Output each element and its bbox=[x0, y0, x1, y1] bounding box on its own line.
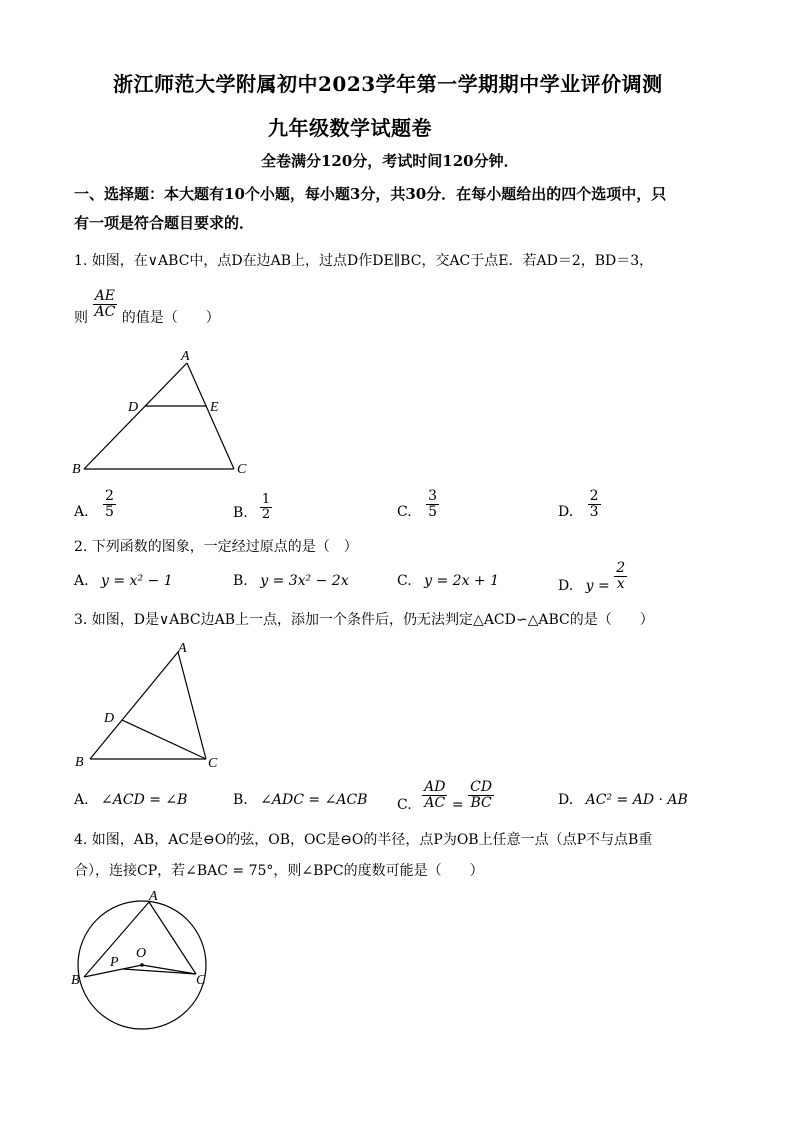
q4-figure bbox=[66, 884, 236, 1044]
q3-option-c-den2: BC bbox=[470, 794, 492, 811]
q1-fraction-numerator: AE bbox=[94, 288, 116, 304]
q1-label-e: E bbox=[210, 400, 219, 415]
q1-label-a: A bbox=[181, 349, 190, 364]
q3-option-d[interactable] bbox=[558, 792, 688, 808]
q1-fraction bbox=[92, 289, 117, 319]
q3-option-c[interactable] bbox=[397, 779, 494, 814]
q4-stem-line2: 合），连接CP，若∠BAC = 75°，则∠BPC的度数可能是（ ） bbox=[74, 863, 484, 879]
q1-option-d-fraction bbox=[588, 489, 601, 519]
q2-option-c-label: C. bbox=[397, 573, 412, 589]
q1-option-d-den: 3 bbox=[589, 503, 599, 520]
q2-option-d-label: D. bbox=[558, 578, 574, 595]
q4-label-b: B bbox=[71, 973, 80, 988]
q1-option-c-label: C. bbox=[397, 504, 412, 521]
q3-stem: 3. 如图，D是∨ABC边AB上一点，添加一个条件后，仍无法判定△ACD∽△ABC的是（ ） bbox=[74, 612, 654, 628]
q1-label-b: B bbox=[72, 462, 81, 475]
q3-option-c-den1: AC bbox=[424, 794, 446, 811]
q2-option-a-label: A. bbox=[74, 573, 89, 589]
q1-option-d-num: 2 bbox=[589, 488, 599, 504]
q2-option-d-den: x bbox=[616, 575, 625, 592]
q1-option-c-num: 3 bbox=[428, 488, 438, 504]
q4-label-o: O bbox=[136, 946, 147, 961]
q3-option-a-text: ∠ACD = ∠B bbox=[101, 792, 188, 808]
q2-option-d[interactable] bbox=[558, 560, 627, 595]
q1-fraction-denominator: AC bbox=[94, 303, 116, 320]
q4-stem-line1: 4. 如图，AB，AC是⊖O的弦，OB，OC是⊖O的半径，点P为OB上任意一点（点P不与点B重 bbox=[74, 832, 653, 848]
q1-figure bbox=[66, 345, 266, 475]
q2-option-d-fraction bbox=[614, 561, 627, 591]
q4-center-point bbox=[140, 963, 144, 967]
q3-option-c-fraction-2 bbox=[468, 780, 494, 810]
exam-title-line1: 浙江师范大学附属初中2023学年第一学期期中学业评价调测 bbox=[113, 72, 663, 96]
q2-option-a-text: y = x² − 1 bbox=[101, 573, 173, 589]
q3-option-b-label: B. bbox=[233, 792, 248, 808]
q4-label-c: C bbox=[196, 973, 206, 988]
exam-subtitle: 全卷满分120分，考试时间120分钟． bbox=[261, 152, 519, 170]
q4-segment-cp bbox=[123, 969, 196, 974]
q1-option-c-fraction bbox=[426, 489, 439, 519]
q1-option-b-den: 2 bbox=[261, 506, 271, 522]
q1-option-a[interactable] bbox=[74, 489, 116, 519]
q2-option-c-text: y = 2x + 1 bbox=[424, 573, 500, 589]
q3-option-c-fraction-1 bbox=[422, 780, 447, 810]
q3-option-c-num1: AD bbox=[424, 779, 446, 795]
q1-option-d-label: D. bbox=[558, 504, 574, 521]
exam-title-line2: 九年级数学试题卷 bbox=[268, 116, 432, 140]
q3-label-a: A bbox=[178, 641, 187, 656]
q3-option-a[interactable] bbox=[74, 792, 187, 808]
q1-label-d: D bbox=[128, 400, 139, 415]
q3-label-d: D bbox=[104, 711, 115, 726]
q4-label-a: A bbox=[149, 889, 158, 904]
q3-line-ab bbox=[90, 652, 178, 759]
q1-option-b-label: B. bbox=[233, 504, 248, 521]
q1-option-a-num: 2 bbox=[105, 488, 114, 504]
q1-option-b-num: 1 bbox=[261, 492, 271, 507]
q3-option-c-equals: = bbox=[451, 797, 464, 814]
q1-label-c: C bbox=[237, 462, 247, 475]
q2-option-b-label: B. bbox=[233, 573, 248, 589]
q1-option-a-label: A. bbox=[74, 504, 89, 521]
q3-option-d-text: AC² = AD · AB bbox=[585, 792, 688, 808]
q1-line-ac bbox=[187, 363, 234, 469]
q1-stem-line1: 1. 如图，在∨ABC中，点D在边AB上，过点D作DE∥BC，交AC于点E．若AD＝2，BD＝3， bbox=[74, 253, 654, 269]
section-heading-line1: 一、选择题：本大题有10个小题，每小题3分，共30分．在每小题给出的四个选项中，只 bbox=[74, 185, 667, 203]
q3-option-d-label: D. bbox=[558, 792, 574, 808]
q1-option-c-den: 5 bbox=[428, 503, 438, 520]
q2-option-d-prefix: y = bbox=[585, 578, 610, 595]
q3-option-c-label: C. bbox=[397, 797, 412, 814]
q1-option-d[interactable] bbox=[558, 489, 601, 519]
q3-label-c: C bbox=[208, 756, 218, 771]
q1-option-b[interactable] bbox=[233, 493, 272, 521]
q2-option-b-text: y = 3x² − 2x bbox=[260, 573, 349, 589]
q4-label-p: P bbox=[110, 955, 119, 970]
q3-line-dc bbox=[122, 720, 206, 759]
q3-option-c-num2: CD bbox=[470, 779, 493, 795]
q3-option-b-text: ∠ADC = ∠ACB bbox=[260, 792, 368, 808]
q1-option-b-fraction bbox=[260, 493, 272, 521]
q1-stem-line2 bbox=[74, 288, 220, 327]
q4-chord-ac bbox=[149, 902, 196, 974]
q1-stem-suffix: 的值是（ ） bbox=[121, 310, 220, 327]
q1-option-c[interactable] bbox=[397, 489, 439, 519]
q2-option-b[interactable] bbox=[233, 573, 349, 589]
section-heading-line2: 有一项是符合题目要求的． bbox=[74, 214, 255, 232]
q3-figure bbox=[66, 640, 246, 775]
q1-stem-prefix: 则 bbox=[74, 310, 88, 327]
q2-stem: 2. 下列函数的图象，一定经过原点的是（ ） bbox=[74, 539, 358, 555]
q2-option-a[interactable] bbox=[74, 573, 173, 589]
q3-label-b: B bbox=[75, 755, 84, 770]
q1-option-a-den: 5 bbox=[105, 503, 114, 520]
q1-option-a-fraction bbox=[103, 489, 116, 519]
q2-option-d-num: 2 bbox=[616, 560, 626, 576]
q3-option-b[interactable] bbox=[233, 792, 367, 808]
q2-option-c[interactable] bbox=[397, 573, 499, 589]
q3-option-a-label: A. bbox=[74, 792, 89, 808]
q3-line-ac bbox=[178, 652, 206, 759]
q1-line-ab bbox=[84, 363, 187, 469]
